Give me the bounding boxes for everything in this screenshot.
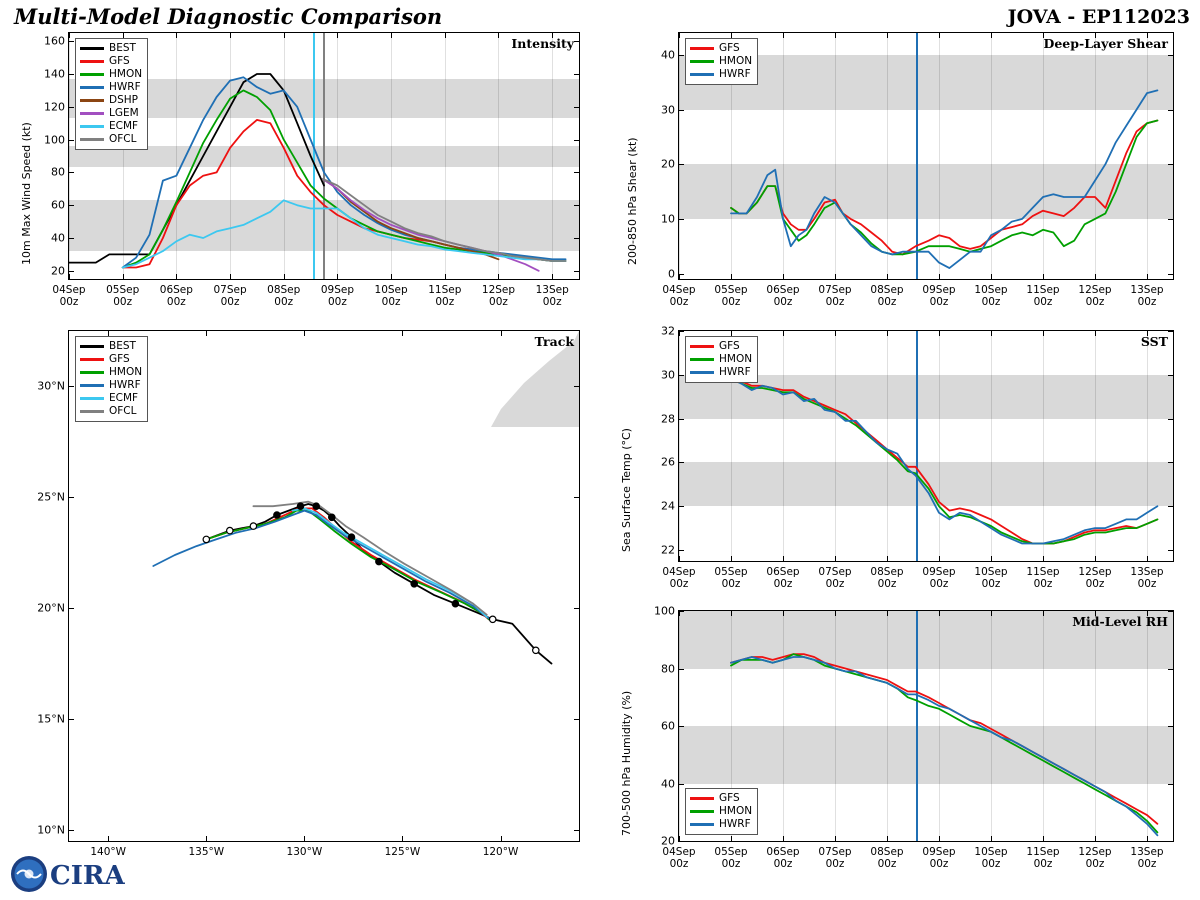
x-tick-label: 11Sep 00z	[1026, 846, 1060, 871]
x-tick-label: 04Sep 00z	[52, 284, 86, 309]
legend-label: ECMF	[109, 392, 139, 405]
legend-item-best	[80, 340, 142, 353]
legend-item-hmon	[690, 353, 752, 366]
series-line-hmon	[123, 90, 566, 267]
x-tick-label: 05Sep 00z	[714, 846, 748, 871]
legend-item-gfs	[80, 353, 142, 366]
y-tick-label: 32	[661, 324, 675, 338]
series-line-ecmf	[123, 200, 566, 267]
track-panel-label: Track	[534, 334, 574, 349]
y-tick-label: 24	[661, 499, 675, 513]
legend-item-lgem	[80, 107, 142, 120]
y-tick-label: 30	[661, 103, 675, 117]
y-tick-label: 80	[661, 662, 675, 675]
x-tick-label: 09Sep 00z	[922, 566, 956, 591]
x-tick-label: 08Sep 00z	[870, 566, 904, 591]
sst-chart	[661, 324, 1174, 591]
track-point-marker	[297, 503, 303, 509]
svg-text:CIRA: CIRA	[50, 861, 125, 891]
chart-legend	[75, 38, 148, 150]
legend-item-ofcl	[80, 133, 142, 146]
x-tick-label: 06Sep 00z	[766, 566, 800, 591]
rh-panel-label: Mid-Level RH	[1072, 614, 1168, 629]
legend-swatch	[690, 345, 714, 348]
track-point-marker	[533, 647, 539, 653]
legend-swatch	[80, 345, 104, 348]
legend-label: HWRF	[109, 379, 141, 392]
legend-item-ecmf	[80, 120, 142, 133]
chart-legend	[685, 38, 758, 85]
y-tick-label: 60	[661, 719, 675, 733]
x-tick-label: 12Sep 00z	[481, 284, 516, 309]
y-tick-label: 20	[51, 264, 65, 278]
track-point-marker	[203, 536, 209, 542]
x-tick-label: 04Sep 00z	[662, 284, 696, 309]
track-point-marker	[227, 527, 233, 533]
series-line-hmon	[731, 377, 1157, 544]
y-tick-label: 20°N	[37, 601, 65, 615]
track-point-marker	[452, 601, 458, 607]
legend-swatch	[690, 47, 714, 50]
intensity-chart	[44, 32, 580, 309]
legend-swatch	[690, 371, 714, 374]
y-tick-label: 10	[661, 212, 675, 226]
storm-id-title: JOVA - EP112023	[1007, 6, 1190, 28]
x-tick-label: 04Sep 00z	[662, 566, 696, 591]
legend-item-hwrf	[80, 81, 142, 94]
x-tick-label: 10Sep 00z	[974, 846, 1008, 871]
x-tick-label: 04Sep 00z	[662, 846, 696, 871]
x-tick-label: 06Sep 00z	[159, 284, 193, 309]
x-tick-label: 130°W	[286, 846, 323, 858]
legend-label: HWRF	[109, 81, 141, 94]
legend-item-gfs	[690, 792, 752, 805]
rh-y-axis-label: 700-500 hPa Humidity (%)	[620, 690, 633, 836]
legend-label: GFS	[109, 353, 130, 366]
legend-label: HMON	[719, 353, 753, 366]
legend-label: HWRF	[719, 366, 751, 379]
legend-label: HMON	[109, 68, 143, 81]
legend-item-hmon	[80, 68, 142, 81]
y-tickmark	[1168, 841, 1173, 842]
x-tick-label: 09Sep 00z	[922, 846, 956, 871]
series-line-hmon	[731, 121, 1157, 255]
legend-item-ofcl	[80, 405, 142, 418]
x-tick-label: 11Sep 00z	[1026, 284, 1060, 309]
legend-label: GFS	[109, 55, 130, 68]
y-tick-label: 160	[44, 34, 65, 48]
legend-swatch	[80, 112, 104, 115]
legend-item-hwrf	[80, 379, 142, 392]
y-tick-label: 30°N	[37, 379, 65, 393]
legend-label: HWRF	[719, 68, 751, 81]
legend-item-hwrf	[690, 366, 752, 379]
legend-swatch	[80, 60, 104, 63]
track-point-marker	[348, 534, 354, 540]
legend-swatch	[80, 358, 104, 361]
y-tick-label: 100	[44, 133, 65, 147]
y-tick-label: 30	[661, 368, 675, 382]
cira-logo	[10, 854, 130, 894]
legend-swatch	[80, 99, 104, 102]
legend-item-hwrf	[690, 68, 752, 81]
legend-swatch	[80, 125, 104, 128]
x-tick-label: 05Sep 00z	[106, 284, 140, 309]
track-chart	[37, 330, 580, 858]
legend-swatch	[80, 138, 104, 141]
legend-item-hwrf	[690, 818, 752, 831]
series-line-gfs	[731, 377, 1157, 544]
y-tick-label: 100	[654, 604, 675, 618]
x-tick-label: 10Sep 00z	[974, 284, 1008, 309]
y-tick-label: 140	[44, 67, 65, 81]
legend-swatch	[690, 73, 714, 76]
x-tick-label: 06Sep 00z	[766, 846, 800, 871]
legend-label: ECMF	[109, 120, 139, 133]
y-tick-label: 25°N	[37, 490, 65, 504]
legend-item-dshp	[80, 94, 142, 107]
x-tick-label: 07Sep 00z	[818, 846, 852, 871]
x-tick-label: 140°W	[90, 846, 127, 858]
chart-legend	[685, 788, 758, 835]
legend-item-best	[80, 42, 142, 55]
legend-item-ecmf	[80, 392, 142, 405]
legend-swatch	[690, 810, 714, 813]
x-tick-label: 120°W	[482, 846, 519, 858]
track-point-marker	[250, 523, 256, 529]
x-tick-label: 09Sep 00z	[922, 284, 956, 309]
series-line-hwrf	[731, 90, 1157, 268]
legend-item-gfs	[690, 42, 752, 55]
legend-label: GFS	[719, 340, 740, 353]
y-tick-label: 28	[661, 412, 675, 426]
legend-swatch	[80, 47, 104, 50]
y-tick-label: 15°N	[37, 712, 65, 726]
series-line-hwrf	[731, 379, 1157, 543]
legend-label: BEST	[109, 42, 136, 55]
intensity-y-axis-label: 10m Max Wind Speed (kt)	[20, 122, 33, 265]
x-tick-label: 06Sep 00z	[766, 284, 800, 309]
track-line-gfs	[206, 508, 489, 619]
x-tick-label: 09Sep 00z	[320, 284, 354, 309]
x-tick-label: 13Sep 00z	[1130, 566, 1164, 591]
legend-swatch	[690, 358, 714, 361]
chart-legend	[75, 336, 148, 422]
x-tick-label: 12Sep 00z	[1078, 284, 1112, 309]
x-tick-label: 08Sep 00z	[267, 284, 301, 309]
rh-chart	[654, 604, 1174, 871]
x-tick-label: 07Sep 00z	[213, 284, 247, 309]
legend-label: LGEM	[109, 107, 139, 120]
x-tick-label: 13Sep 00z	[535, 284, 569, 309]
y-tick-label: 40	[51, 231, 65, 245]
x-tick-label: 125°W	[384, 846, 421, 858]
legend-label: HMON	[109, 366, 143, 379]
legend-label: OFCL	[109, 133, 137, 146]
legend-label: BEST	[109, 340, 136, 353]
sst-panel-label: SST	[1140, 334, 1168, 349]
legend-swatch	[80, 86, 104, 89]
legend-item-hmon	[80, 366, 142, 379]
y-tickmark	[679, 841, 684, 842]
legend-item-hmon	[690, 805, 752, 818]
shear-panel-label: Deep-Layer Shear	[1043, 36, 1168, 51]
chart-legend	[685, 336, 758, 383]
legend-label: DSHP	[109, 94, 138, 107]
x-tick-label: 08Sep 00z	[870, 846, 904, 871]
x-tick-label: 12Sep 00z	[1078, 566, 1112, 591]
y-tick-label: 40	[661, 777, 675, 790]
legend-label: HMON	[719, 55, 753, 68]
y-tick-label: 120	[44, 100, 65, 114]
y-tick-label: 20	[661, 834, 675, 848]
legend-label: GFS	[719, 792, 740, 805]
legend-swatch	[80, 371, 104, 374]
x-tick-label: 11Sep 00z	[428, 284, 462, 309]
legend-swatch	[690, 797, 714, 800]
track-point-marker	[376, 558, 382, 564]
x-tick-label: 11Sep 00z	[1026, 566, 1060, 591]
legend-swatch	[80, 397, 104, 400]
y-tick-label: 10°N	[37, 823, 65, 837]
legend-item-gfs	[80, 55, 142, 68]
sst-y-axis-label: Sea Surface Temp (°C)	[620, 428, 633, 552]
page-title: Multi-Model Diagnostic Comparison	[14, 4, 443, 29]
x-tick-label: 05Sep 00z	[714, 566, 748, 591]
legend-label: HMON	[719, 805, 753, 818]
y-tick-label: 60	[51, 198, 65, 212]
track-point-marker	[274, 512, 280, 518]
series-line-hwrf	[731, 657, 1157, 835]
x-tick-label: 13Sep 00z	[1130, 846, 1164, 871]
x-tick-label: 07Sep 00z	[818, 566, 852, 591]
intensity-panel-label: Intensity	[511, 36, 574, 51]
y-tick-label: 40	[661, 48, 675, 62]
legend-label: HWRF	[719, 818, 751, 831]
y-tick-label: 26	[661, 455, 675, 469]
legend-item-hmon	[690, 55, 752, 68]
track-point-marker	[411, 581, 417, 587]
legend-swatch	[80, 410, 104, 413]
y-tick-label: 80	[51, 165, 65, 179]
y-tick-label: 20	[661, 157, 675, 171]
y-tick-label: 22	[661, 543, 675, 557]
legend-swatch	[80, 73, 104, 76]
track-line-hwrf	[153, 511, 490, 620]
x-tick-label: 12Sep 00z	[1078, 846, 1112, 871]
track-point-marker	[329, 514, 335, 520]
y-tick-label: 0	[668, 267, 675, 281]
x-tick-label: 10Sep 00z	[974, 566, 1008, 591]
legend-label: OFCL	[109, 405, 137, 418]
track-point-marker	[490, 616, 496, 622]
legend-swatch	[690, 823, 714, 826]
legend-item-gfs	[690, 340, 752, 353]
shear-y-axis-label: 200-850 hPa Shear (kt)	[626, 137, 639, 265]
legend-swatch	[80, 384, 104, 387]
legend-label: GFS	[719, 42, 740, 55]
x-tick-label: 135°W	[188, 846, 225, 858]
x-tick-label: 13Sep 00z	[1130, 284, 1164, 309]
series-line-gfs	[731, 654, 1157, 824]
series-line-hmon	[731, 654, 1157, 832]
legend-swatch	[690, 60, 714, 63]
x-tick-label: 07Sep 00z	[818, 284, 852, 309]
x-tick-label: 08Sep 00z	[870, 284, 904, 309]
shear-chart	[661, 32, 1174, 309]
track-point-marker	[313, 503, 319, 509]
x-tick-label: 10Sep 00z	[374, 284, 408, 309]
x-tick-label: 05Sep 00z	[714, 284, 748, 309]
